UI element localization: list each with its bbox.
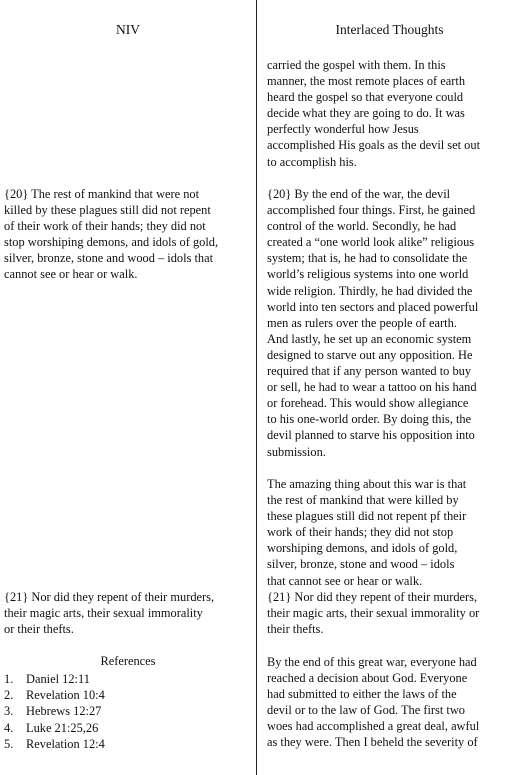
reference-item: [4, 736, 105, 752]
reference-text: Hebrews 12:27: [26, 704, 102, 719]
reference-number: 2.: [4, 688, 14, 703]
interlaced-paragraph-intro: carried the gospel with them. In this manner, the most remote places of earth heard the gospel so that everyone could decide what they are going to do. It was perfectly wonderful how Jesus accomplished His goals as the devil set out to accomplish his.: [267, 58, 481, 169]
reference-text: Daniel 12:11: [26, 672, 90, 686]
reference-item: [4, 671, 105, 687]
reference-item: [4, 687, 105, 703]
interlaced-verse-20: {20} By the end of the war, the devil accomplished four things. First, he gained control of the world. Secondly, he had created a “one world look alike” religious system; that is, he had to consolidate the world’s religious systems into one world wide religion. Thirdly, he had divided the world into ten sectors and placed powerful men as rulers over the people of earth. And lastly, he set up an economic system designed to starve out any opposition. He required that if any person wanted to buy or sell, he had to wear a tattoo on his hand or forehead. This would show allegiance to his one-world order. By doing this, the devil planned to starve his opposition into submission.: [267, 187, 479, 459]
reference-text: Revelation 12:4: [26, 736, 105, 751]
reference-number: 1.: [4, 672, 14, 686]
interlaced-verse-21: {21} Nor did they repent of their murders, their magic arts, their sexual immorality or their thefts.: [267, 590, 480, 637]
interlaced-thoughts-column-header: Interlaced Thoughts: [335, 22, 444, 37]
reference-text: Revelation 10:4: [26, 688, 105, 703]
reference-text: Luke 21:25,26: [26, 720, 99, 735]
interlaced-paragraph-amazing: The amazing thing about this war is that the rest of mankind that were killed by these plagues still did not repent pf their work of their hands; they did not stop worshiping demons, and idols of gold, silver, bronze, stone and wood – idols that cannot see or hear or walk.: [267, 477, 467, 588]
reference-item: [4, 703, 105, 719]
reference-number: 4.: [4, 720, 14, 735]
reference-number: 5.: [4, 736, 14, 751]
references-title: References: [100, 654, 156, 668]
reference-item: [4, 720, 105, 736]
niv-verse-20: {20} The rest of mankind that were not killed by these plagues still did not repent of their work of their hands; they did not stop worshiping demons, and idols of gold, silver, bronze, stone and wood – idols that cannot see or hear or walk.: [4, 187, 219, 282]
niv-column-header: NIV: [116, 22, 140, 37]
reference-number: 3.: [4, 704, 14, 719]
column-divider: [256, 0, 257, 775]
niv-verse-21: {21} Nor did they repent of their murders, their magic arts, their sexual immorality or their thefts.: [4, 590, 215, 637]
references-list: [4, 671, 105, 752]
interlaced-paragraph-conclusion: By the end of this great war, everyone had reached a decision about God. Everyone had submitted to either the laws of the devil or to the law of God. The first two woes had accomplished a great deal, awful as they were. Then I beheld the severity of: [267, 655, 480, 750]
